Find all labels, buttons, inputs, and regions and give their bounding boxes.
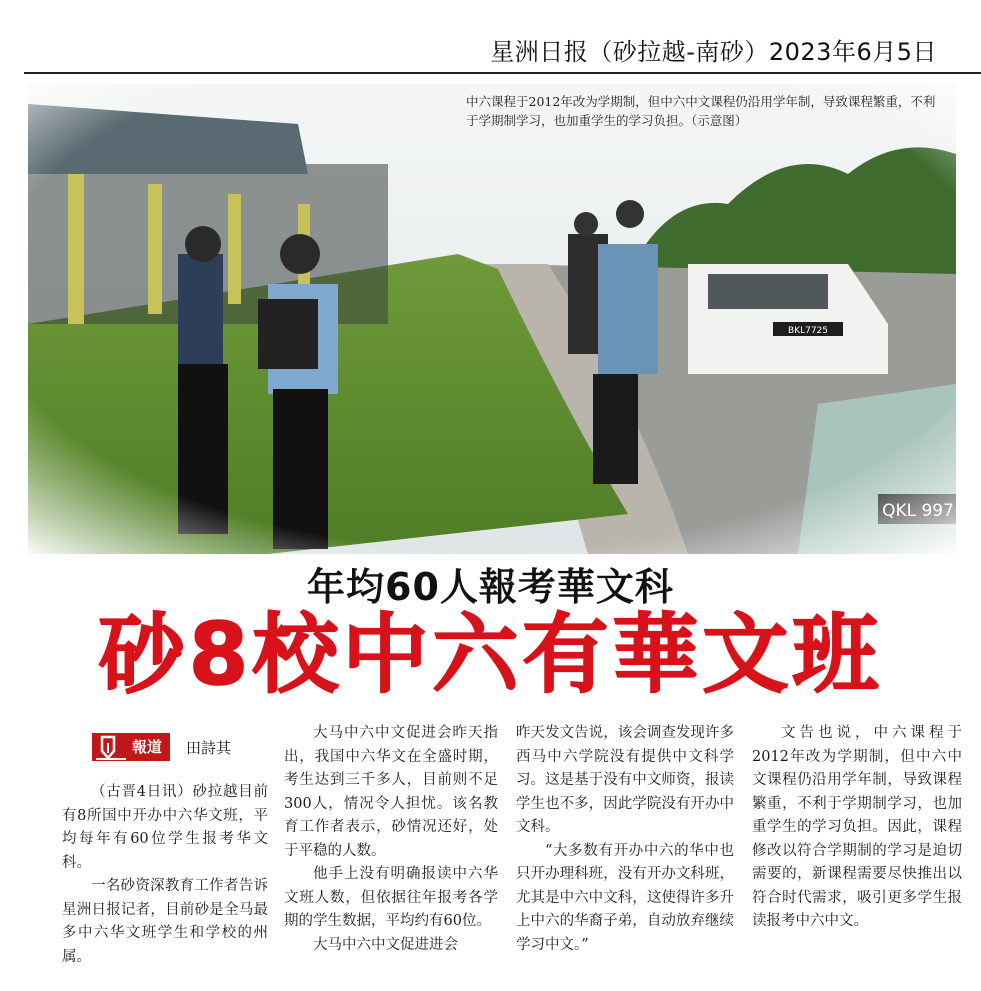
paragraph: 文告也说，中六课程于2012年改为学期制，但中六中文课程仍沿用学年制，导致课程繁重，不利于学期制学习，也加重学生的学习负担。因此，课程修改以符合学期制的学习是迫切需要的，新课程需要尽快推出以符合时代需求，吸引更多学生报读报考中六中文。 — [752, 725, 962, 929]
byline-author: 田詩其 — [186, 738, 232, 757]
headline: 砂8校中六有華文班 — [98, 605, 883, 705]
article-column-3 — [516, 722, 734, 957]
byline-tag: 報道 — [130, 733, 170, 761]
paragraph: （古晋4日讯）砂拉越目前有8所国中开办中六华文班，平均每年有60位学生报考华文科。 — [62, 784, 268, 871]
masthead — [0, 0, 981, 72]
byline — [92, 732, 231, 762]
paragraph: 昨天发文告说，该会调查发现许多西马中六学院没有提供中文科学习。这是基于没有中文师资，报读学生也不多，因此学院没有开办中文科。 — [516, 725, 734, 835]
news-photo — [28, 84, 956, 554]
article-column-2 — [284, 722, 498, 957]
paragraph: 大马中六中文促进进会 — [313, 936, 458, 953]
street-scene-illustration — [28, 84, 956, 554]
photo-caption: 中六课程于2012年改为学期制，但中六中文课程仍沿用学年制，导致课程繁重，不利于学期制学习，也加重学生的学习负担。（示意图） — [466, 94, 936, 128]
subheadline: 年均60人報考華文科 — [307, 565, 674, 609]
article-column-1 — [62, 781, 268, 969]
newspaper-dateline: 星洲日报（砂拉越-南砂）2023年6月5日 — [490, 38, 937, 66]
article-column-4 — [752, 722, 962, 934]
paragraph: 一名砂资深教育工作者告诉星洲日报记者，目前砂是全马最多中六华文班学生和学校的州属。 — [62, 878, 268, 965]
masthead-rule — [24, 72, 981, 74]
paragraph: 大马中六中文促进会昨天指出，我国中六华文在全盛时期，考生达到三千多人，目前则不足300人，情况令人担忧。该名教育工作者表示，砂情况还好，处于平稳的人数。 — [284, 725, 498, 859]
pen-icon — [92, 733, 130, 761]
paragraph: 他手上没有明确报读中六华文班人数，但依据往年报考各学期的学生数据，平均约有60位。 — [284, 866, 498, 929]
paragraph: “大多数有开办中六的华中也只开办理科班，没有开办文科班，尤其是中六中文科，这使得许多升上中六的华裔子弟，自动放弃继续学习中文。” — [516, 842, 734, 953]
